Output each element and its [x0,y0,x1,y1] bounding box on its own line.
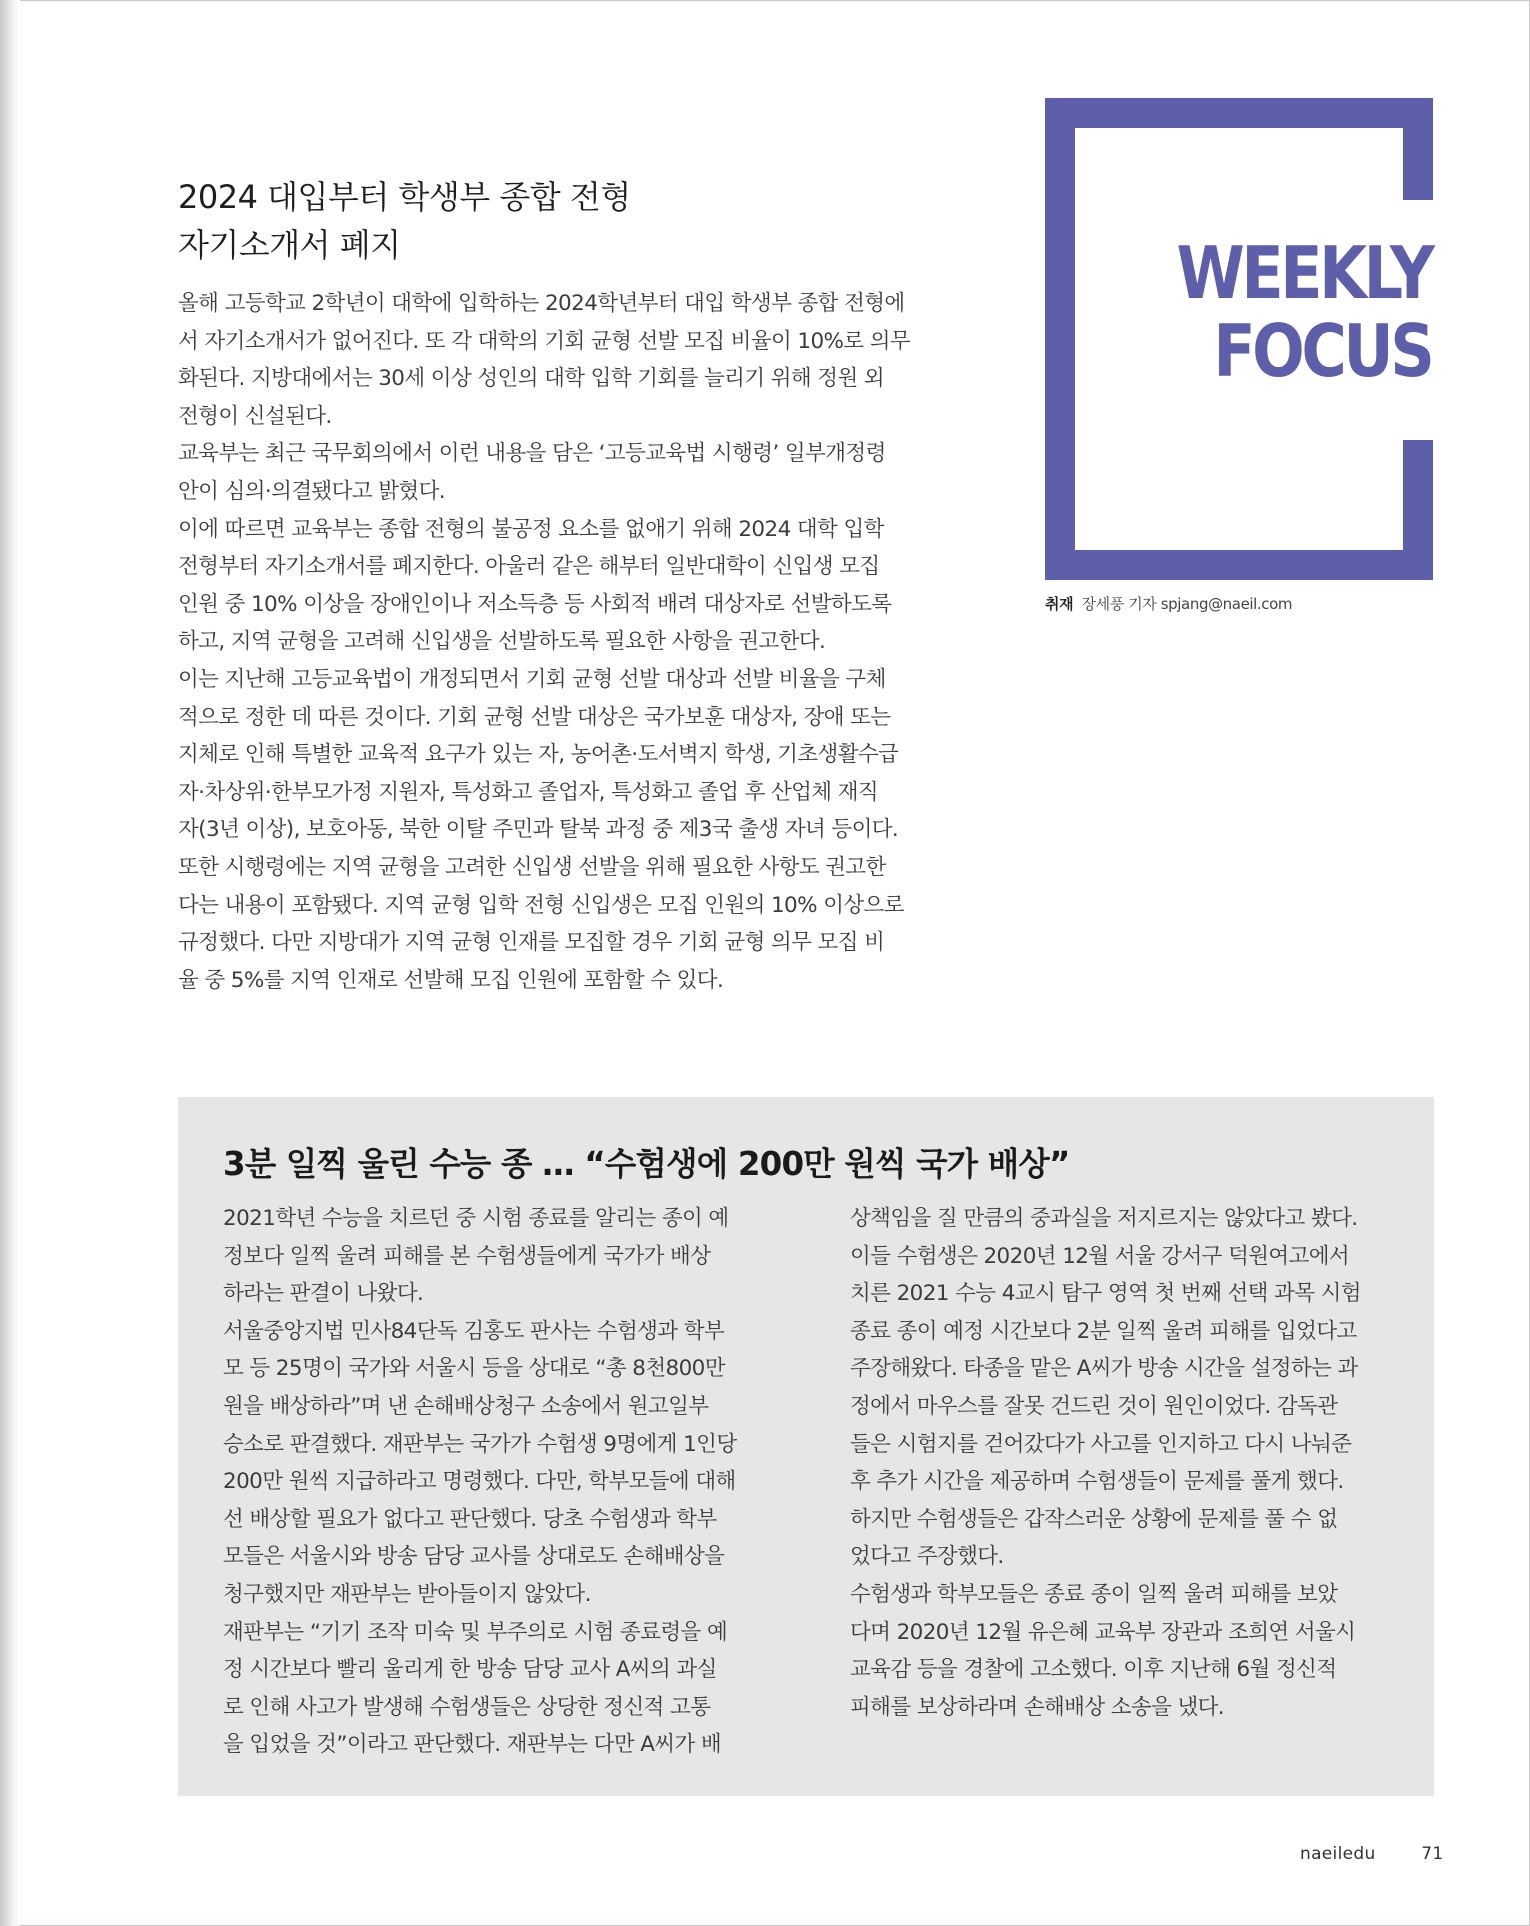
sidebar-body-line: 치른 2021 수능 4교시 탐구 영역 첫 번째 선택 과목 시험 [850,1281,1361,1307]
sidebar-body-line: 다며 2020년 12월 유은혜 교육부 장관과 조희연 서울시 [850,1619,1356,1645]
article-title-line: 2024 대입부터 학생부 종합 전형 [178,178,631,216]
credit-label: 취재 [1045,595,1074,613]
sidebar-body-line: 2021학년 수능을 치르던 중 시험 종료를 알리는 종이 예 [223,1206,729,1231]
sidebar-body-line: 서울중앙지법 민사84단독 김홍도 판사는 수험생과 학부 [223,1318,725,1344]
article-body-line: 서 자기소개서가 없어진다. 또 각 대학의 기회 균형 선발 모집 비율이 10%로 의무 [178,328,911,354]
sidebar-column-right [850,1200,1410,1726]
article-body-line: 또한 시행령에는 지역 균형을 고려한 신입생 선발을 위해 필요한 사항도 권고한 [178,854,886,880]
sidebar-body-line: 었다고 주장했다. [850,1544,1004,1570]
article-body-line: 율 중 5%를 지역 인재로 선발해 모집 인원에 포함할 수 있다. [178,967,724,993]
sidebar-body-line: 선 배상할 필요가 없다고 판단했다. 당초 수험생과 학부 [223,1506,717,1532]
article-body-line: 인원 중 10% 이상을 장애인이나 저소득층 등 사회적 배려 대상자로 선발하도록 [178,591,892,617]
sidebar-body-line: 정에서 마우스를 잘못 건드린 것이 원인이었다. 감독관 [850,1393,1338,1419]
article-title [178,173,878,269]
sidebar-body-line: 모들은 서울시와 방송 담당 교사를 상대로도 손해배상을 [223,1544,725,1570]
sidebar-body-line: 수험생과 학부모들은 종료 종이 일찍 울려 피해를 보았 [850,1581,1338,1607]
sidebar-body-line: 하라는 판결이 나왔다. [223,1281,424,1307]
article-body-line: 자(3년 이상), 보호아동, 북한 이탈 주민과 탈북 과정 중 제3국 출생 자녀 등이다. [178,817,899,843]
sidebar-column-left [223,1200,783,1764]
article-body-line: 규정했다. 다만 지방대가 지역 균형 인재를 모집할 경우 기회 균형 의무 모집 비 [178,930,885,956]
sidebar-body-line: 로 인해 사고가 발생해 수험생들은 상당한 정신적 고통 [223,1694,711,1720]
credit-text: 장세풍 기자 spjang@naeil.com [1081,595,1293,613]
article-body-line: 전형부터 자기소개서를 폐지한다. 아울러 같은 해부터 일반대학이 신입생 모집 [178,554,880,580]
page-footer [1300,1844,1443,1864]
sidebar-body-line: 상책임을 질 만큼의 중과실을 저지르지는 않았다고 봤다. [850,1206,1358,1231]
article-body-line: 화된다. 지방대에서는 30세 이상 성인의 대학 입학 기회를 늘리기 위해 정원 외 [178,366,885,392]
sidebar-body-line: 교육감 등을 경찰에 고소했다. 이후 지난해 6월 정신적 [850,1657,1337,1683]
article-body-line: 이에 따르면 교육부는 종합 전형의 불공정 요소를 없애기 위해 2024 대학 입학 [178,516,884,542]
sidebar-body-line: 을 입었을 것”이라고 판단했다. 재판부는 다만 A씨가 배 [223,1732,722,1758]
article-body-line: 이는 지난해 고등교육법이 개정되면서 기회 균형 선발 대상과 선발 비율을 구체 [178,666,886,692]
weekly-focus-line2: FOCUS [1212,309,1431,393]
sidebar-body-line: 이들 수험생은 2020년 12월 서울 강서구 덕원여고에서 [850,1243,1350,1269]
page-number: 71 [1421,1844,1444,1864]
publication-name: naeiledu [1300,1844,1376,1864]
sidebar-article-box [178,1097,1434,1796]
sidebar-body-line: 원을 배상하라”며 낸 손해배상청구 소송에서 원고일부 [223,1393,709,1419]
sidebar-body-line: 주장해왔다. 타종을 맡은 A씨가 방송 시간을 설정하는 과 [850,1356,1358,1382]
weekly-focus-line1: WEEKLY [1176,231,1431,315]
article-body-line: 교육부는 최근 국무회의에서 이런 내용을 담은 ‘고등교육법 시행령’ 일부개정령 [178,441,886,467]
sidebar-body-line: 후 추가 시간을 제공하며 수험생들이 문제를 풀게 했다. [850,1469,1344,1495]
sidebar-body-line: 청구했지만 재판부는 받아들이지 않았다. [223,1581,591,1607]
article-title-line: 자기소개서 폐지 [178,226,401,264]
reporter-credit [1045,593,1292,614]
article-body-line: 자·차상위·한부모가정 지원자, 특성화고 졸업자, 특성화고 졸업 후 산업체 재직 [178,779,879,805]
weekly-focus-logo [1176,231,1431,393]
article-body-line: 적으로 정한 데 따른 것이다. 기회 균형 선발 대상은 국가보훈 대상자, 장애 또는 [178,704,891,730]
sidebar-article-title: 3분 일찍 울린 수능 종 … “수험생에 200만 원씩 국가 배상” [223,1145,1070,1183]
sidebar-body-line: 정보다 일찍 울려 피해를 본 수험생들에게 국가가 배상 [223,1243,711,1269]
article-body-line: 하고, 지역 균형을 고려해 신입생을 선발하도록 필요한 사항을 권고한다. [178,629,826,655]
sidebar-body-line: 종료 종이 예정 시간보다 2분 일찍 울려 피해를 입었다고 [850,1318,1357,1344]
article-body-line: 다는 내용이 포함됐다. 지역 균형 입학 전형 신입생은 모집 인원의 10% 이상으로 [178,892,904,918]
sidebar-body-line: 하지만 수험생들은 갑작스러운 상황에 문제를 풀 수 없 [850,1506,1338,1532]
sidebar-body-line: 승소로 판결했다. 재판부는 국가가 수험생 9명에게 1인당 [223,1431,737,1457]
sidebar-body-line: 피해를 보상하라며 손해배상 소송을 냈다. [850,1694,1225,1720]
sidebar-body-line: 모 등 25명이 국가와 서울시 등을 상대로 “총 8천800만 [223,1356,725,1382]
sidebar-body-line: 재판부는 “기기 조작 미숙 및 부주의로 시험 종료령을 예 [223,1619,728,1645]
article-body [178,285,948,999]
page-spine-shadow [0,0,20,1926]
article-body-line: 지체로 인해 특별한 교육적 요구가 있는 자, 농어촌·도서벽지 학생, 기초생활수급 [178,742,899,768]
article-body-line: 안이 심의·의결됐다고 밝혔다. [178,478,445,504]
weekly-focus-frame [1045,98,1433,580]
article-body-line: 올해 고등학교 2학년이 대학에 입학하는 2024학년부터 대입 학생부 종합 전형에 [178,291,905,316]
sidebar-body-line: 정 시간보다 빨리 울리게 한 방송 담당 교사 A씨의 과실 [223,1657,717,1683]
sidebar-body-line: 200만 원씩 지급하라고 명령했다. 다만, 학부모들에 대해 [223,1469,736,1495]
sidebar-body-line: 들은 시험지를 걷어갔다가 사고를 인지하고 다시 나눠준 [850,1431,1352,1457]
article-body-line: 전형이 신설된다. [178,403,332,429]
